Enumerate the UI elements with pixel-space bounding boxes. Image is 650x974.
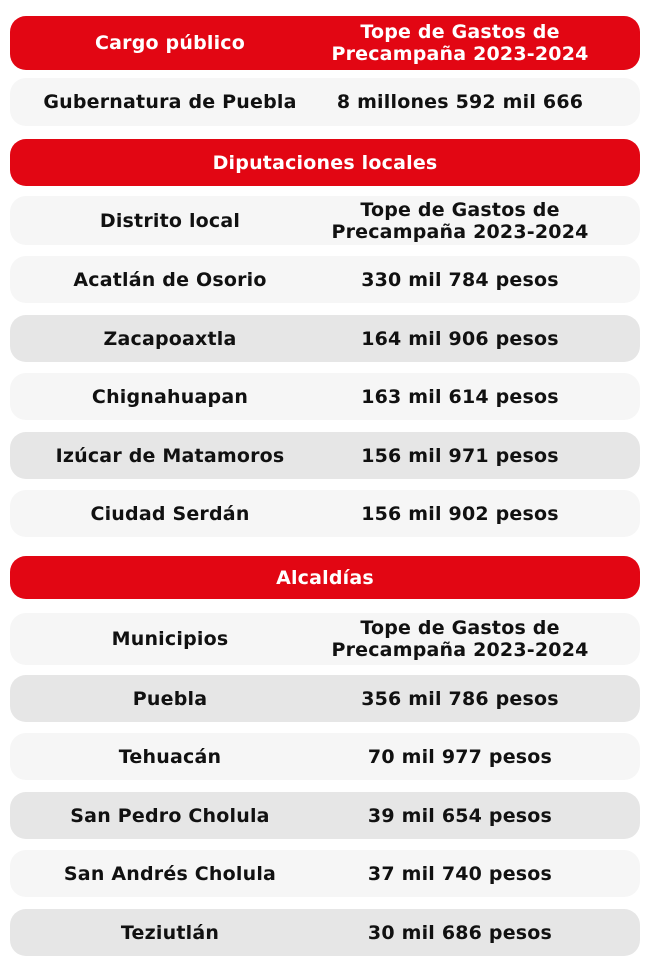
- diputaciones-header-col2-line2: Precampaña 2023-2024: [331, 220, 589, 243]
- alcaldias-header-col1: Municipios: [111, 628, 229, 650]
- table-row: [10, 490, 640, 537]
- alcaldias-header-col2-line2: Precampaña 2023-2024: [331, 639, 589, 661]
- table-row: [10, 373, 640, 420]
- diputaciones-section-title: Diputaciones locales: [212, 151, 438, 174]
- table-row: [10, 256, 640, 303]
- table-row: [10, 432, 640, 479]
- governor-header-col2-line1: Tope de Gastos de: [360, 21, 560, 43]
- municipio-value: 30 mil 686 pesos: [367, 921, 553, 944]
- distrito-value: 156 mil 971 pesos: [361, 444, 559, 467]
- alcaldias-section-title: Alcaldías: [276, 566, 374, 589]
- governor-row: [10, 78, 640, 126]
- governor-header-col2: [310, 21, 610, 65]
- distrito-value: 163 mil 614 pesos: [361, 385, 559, 408]
- diputaciones-header-col2: [310, 199, 610, 243]
- distrito-value: 330 mil 784 pesos: [361, 268, 559, 291]
- table-row: [10, 909, 640, 956]
- distrito-name: Chignahuapan: [91, 385, 249, 408]
- distrito-name: Izúcar de Matamoros: [55, 444, 285, 467]
- distrito-value: 164 mil 906 pesos: [361, 327, 559, 350]
- table-row: [10, 733, 640, 780]
- municipio-name: Puebla: [132, 687, 208, 710]
- municipio-value: 37 mil 740 pesos: [367, 862, 553, 885]
- diputaciones-section-title-bar: [10, 139, 640, 186]
- table-row: [10, 850, 640, 897]
- governor-header-col1: Cargo público: [94, 32, 246, 54]
- alcaldias-header-col2: [310, 617, 610, 661]
- alcaldias-header-bar: [10, 613, 640, 665]
- table-row: [10, 315, 640, 362]
- municipio-value: 356 mil 786 pesos: [361, 687, 559, 710]
- diputaciones-header-bar: [10, 196, 640, 245]
- distrito-name: Acatlán de Osorio: [73, 268, 267, 291]
- alcaldias-section-title-bar: [10, 556, 640, 599]
- municipio-name: San Andrés Cholula: [63, 862, 277, 885]
- governor-header-col2-line2: Precampaña 2023-2024: [331, 43, 589, 65]
- governor-header-bar: [10, 16, 640, 70]
- municipio-name: San Pedro Cholula: [70, 804, 270, 827]
- governor-row-name: Gubernatura de Puebla: [43, 91, 297, 113]
- table-row: [10, 675, 640, 722]
- diputaciones-header-col1: Distrito local: [99, 209, 241, 232]
- diputaciones-header-col2-line1: Tope de Gastos de: [360, 198, 560, 221]
- municipio-name: Teziutlán: [120, 921, 220, 944]
- governor-row-value: 8 millones 592 mil 666: [336, 91, 584, 113]
- distrito-value: 156 mil 902 pesos: [361, 502, 559, 525]
- distrito-name: Zacapoaxtla: [103, 327, 237, 350]
- table-row: [10, 792, 640, 839]
- municipio-value: 39 mil 654 pesos: [367, 804, 553, 827]
- alcaldias-header-col2-line1: Tope de Gastos de: [360, 617, 560, 639]
- distrito-name: Ciudad Serdán: [90, 502, 250, 525]
- municipio-name: Tehuacán: [118, 745, 222, 768]
- municipio-value: 70 mil 977 pesos: [367, 745, 553, 768]
